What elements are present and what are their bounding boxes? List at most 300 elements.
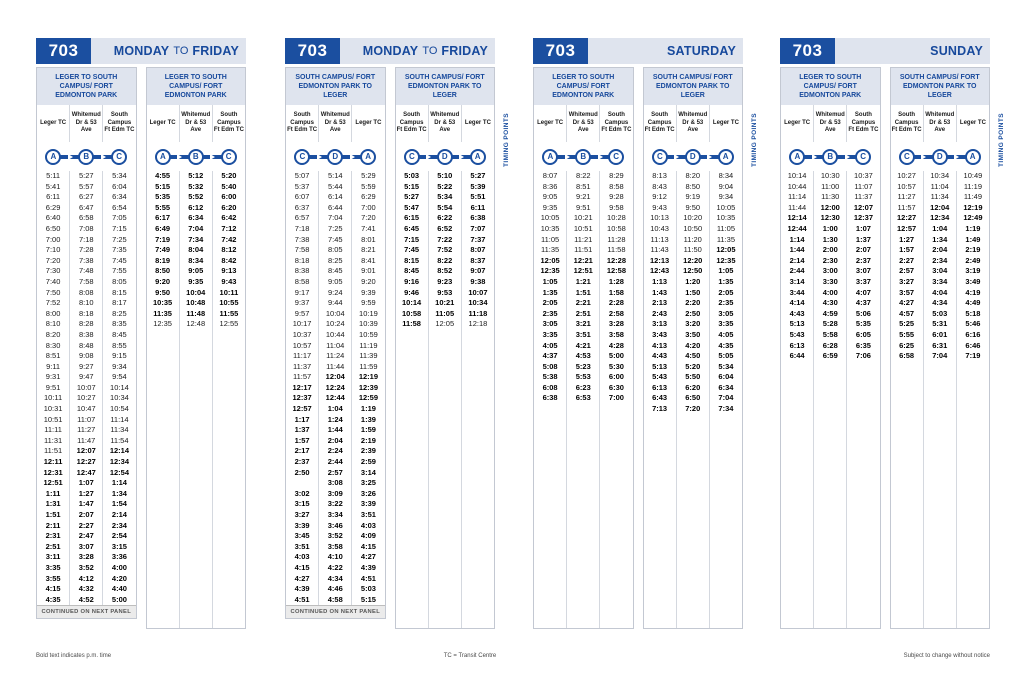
- time-cell: 8:20: [685, 171, 701, 180]
- time-cell: 12:37: [292, 393, 312, 403]
- time-cell: 10:58: [401, 308, 422, 318]
- timing-point-badge: C: [404, 149, 420, 165]
- subpanel-row: [285, 67, 495, 629]
- time-cell: 11:51: [43, 446, 63, 456]
- time-cell: 1:07: [78, 478, 94, 488]
- time-column: [709, 171, 742, 628]
- time-cell: 4:50: [685, 351, 701, 361]
- time-cell: 9:34: [112, 361, 127, 371]
- stop-name: Whitemud Dr & 53 Ave: [676, 105, 709, 142]
- time-cell: 6:27: [78, 192, 94, 202]
- times-grid: [644, 171, 743, 628]
- time-cell: 7:00: [608, 393, 624, 403]
- time-cell: 4:15: [45, 584, 61, 594]
- time-cell: 10:37: [854, 171, 873, 180]
- time-cell: 6:57: [294, 213, 310, 223]
- time-cell: 11:57: [292, 372, 312, 382]
- time-cell: 8:15: [112, 287, 127, 297]
- time-cell: 7:37: [470, 234, 486, 244]
- time-cell: 9:35: [188, 276, 204, 286]
- time-cell: 6:08: [542, 382, 558, 392]
- time-cell: 5:03: [404, 171, 420, 180]
- timetable-subpanel: [780, 67, 881, 629]
- time-cell: 3:28: [78, 552, 94, 562]
- time-cell: 2:54: [111, 531, 127, 541]
- time-cell: 6:13: [652, 382, 668, 392]
- time-cell: 8:22: [437, 255, 453, 265]
- time-cell: 5:07: [294, 171, 310, 180]
- time-cell: 3:27: [294, 510, 310, 519]
- footnote-tc-legend: TC = Transit Centre: [443, 653, 497, 659]
- subpanel-row: [780, 67, 990, 629]
- time-cell: 5:03: [932, 308, 948, 318]
- time-cell: 3:44: [789, 287, 805, 297]
- time-cell: 7:18: [78, 234, 94, 244]
- time-cell: 7:04: [327, 213, 343, 223]
- time-cell: 12:28: [606, 255, 627, 265]
- time-cell: 6:16: [965, 329, 981, 339]
- time-cell: 5:27: [470, 171, 486, 180]
- time-cell: 11:11: [44, 425, 62, 435]
- time-cell: 5:29: [361, 171, 376, 180]
- time-cell: 12:07: [76, 446, 96, 456]
- time-cell: 1:50: [685, 287, 701, 297]
- stop-name: Whitemud Dr & 53 Ave: [69, 105, 102, 142]
- time-cell: 5:14: [327, 171, 343, 180]
- time-cell: 2:04: [932, 245, 948, 255]
- time-cell: 3:08: [327, 478, 343, 488]
- time-cell: 2:50: [685, 308, 701, 318]
- panel-saturday: [533, 38, 758, 629]
- day-title-word: SUNDAY: [930, 44, 983, 58]
- time-cell: 11:05: [716, 223, 736, 233]
- time-cell: 1:11: [45, 488, 61, 498]
- time-cell: 6:07: [294, 192, 310, 202]
- time-cell: 1:59: [360, 425, 376, 435]
- time-cell: 5:43: [652, 372, 668, 382]
- time-cell: 10:51: [573, 223, 593, 233]
- time-cell: 7:58: [294, 245, 310, 255]
- time-cell: 11:07: [77, 414, 96, 424]
- time-cell: 9:31: [45, 372, 61, 382]
- time-cell: 1:37: [855, 234, 871, 244]
- timetable-subpanel: [533, 67, 634, 629]
- time-cell: 9:43: [652, 202, 667, 212]
- time-cell: 5:35: [155, 192, 171, 202]
- time-cell: 6:49: [155, 223, 171, 233]
- time-column: [923, 171, 956, 628]
- time-cell: 7:35: [112, 245, 127, 255]
- time-cell: 11:17: [292, 351, 312, 361]
- time-cell: 2:17: [294, 446, 310, 456]
- time-cell: 8:48: [78, 340, 94, 350]
- time-cell: 6:15: [404, 213, 420, 223]
- time-cell: 3:22: [327, 499, 343, 509]
- time-cell: 5:34: [112, 171, 127, 180]
- stop-name: Leger TC: [461, 105, 494, 142]
- time-cell: 8:42: [221, 255, 237, 265]
- time-cell: 11:21: [574, 234, 593, 244]
- time-cell: 7:04: [718, 393, 734, 403]
- time-cell: 8:18: [78, 308, 94, 318]
- time-cell: 4:59: [822, 308, 838, 318]
- time-cell: 1:57: [899, 245, 915, 255]
- time-cell: 3:15: [294, 499, 310, 509]
- timing-point-badges: [781, 142, 880, 171]
- time-cell: 3:49: [965, 276, 981, 286]
- time-cell: 12:05: [435, 319, 455, 329]
- time-cell: 11:48: [186, 308, 206, 318]
- time-cell: 2:51: [45, 541, 61, 551]
- time-cell: 11:55: [219, 308, 239, 318]
- time-cell: 2:39: [360, 446, 376, 456]
- direction-title: LEGER TO SOUTH CAMPUS/ FORT EDMONTON PARK: [781, 68, 880, 105]
- time-cell: 11:47: [77, 435, 96, 445]
- time-cell: 2:34: [932, 255, 948, 265]
- time-cell: 2:57: [327, 467, 343, 477]
- time-cell: 2:24: [327, 446, 343, 456]
- time-cell: 2:21: [575, 298, 591, 308]
- time-cell: 6:42: [221, 213, 237, 223]
- time-cell: 5:20: [221, 171, 237, 180]
- time-cell: 9:07: [470, 266, 486, 276]
- time-cell: 10:30: [820, 171, 840, 180]
- timing-point-badges: [534, 142, 633, 171]
- time-cell: 2:27: [78, 520, 94, 530]
- time-cell: 12:34: [109, 457, 130, 467]
- time-cell: 6:52: [437, 223, 453, 233]
- time-cell: 2:35: [718, 298, 734, 308]
- time-cell: 12:24: [325, 382, 345, 392]
- arrow-right-icon: [68, 154, 73, 160]
- time-cell: 3:02: [294, 488, 310, 498]
- stop-name: South Campus Ft Edm TC: [287, 112, 318, 134]
- stop-name: South Campus Ft Edm TC: [599, 105, 632, 142]
- stop-name: Whitemud Dr & 53 Ave: [179, 105, 212, 142]
- time-cell: 3:15: [111, 541, 127, 551]
- timetable-subpanel: [285, 67, 386, 619]
- timing-points-label: TIMING POINTS: [998, 113, 1005, 167]
- time-cell: 5:10: [437, 171, 453, 180]
- time-column: [676, 171, 709, 628]
- time-cell: 5:08: [542, 361, 558, 371]
- time-cell: 4:34: [932, 298, 948, 308]
- time-cell: 9:39: [361, 287, 376, 297]
- times-grid: [396, 171, 495, 628]
- time-cell: 10:27: [76, 393, 96, 403]
- time-cell: 10:35: [716, 213, 736, 223]
- time-column: [212, 171, 245, 628]
- time-cell: 4:35: [718, 340, 734, 350]
- time-cell: 7:20: [361, 213, 376, 223]
- day-title: [667, 38, 736, 64]
- time-cell: 3:00: [822, 266, 838, 276]
- time-cell: 10:13: [650, 213, 669, 223]
- time-cell: 8:12: [221, 245, 237, 255]
- time-cell: 9:11: [46, 361, 61, 371]
- time-cell: 6:44: [327, 202, 343, 212]
- time-cell: 10:24: [325, 319, 345, 329]
- time-cell: 7:28: [78, 245, 94, 255]
- time-cell: 3:25: [360, 478, 376, 488]
- time-cell: 2:07: [78, 510, 94, 519]
- time-cell: 2:28: [608, 298, 624, 308]
- time-cell: 5:32: [188, 181, 204, 191]
- time-cell: 6:23: [575, 382, 591, 392]
- time-cell: 5:52: [188, 192, 204, 202]
- timing-point-badge: A: [470, 149, 486, 165]
- stop-name: Whitemud Dr & 53 Ave: [428, 105, 461, 142]
- time-cell: 10:19: [359, 308, 378, 318]
- time-cell: 3:43: [652, 329, 668, 339]
- time-cell: 12:04: [930, 202, 950, 212]
- time-cell: 12:14: [787, 213, 807, 223]
- time-cell: 8:22: [575, 171, 591, 180]
- time-cell: 10:35: [152, 298, 173, 308]
- timetable-subpanel: [36, 67, 137, 619]
- arrow-right-icon: [177, 154, 182, 160]
- time-cell: 8:51: [575, 181, 591, 191]
- stop-name: Whitemud Dr & 53 Ave: [813, 105, 846, 142]
- time-cell: 8:52: [437, 266, 453, 276]
- time-cell: 12:50: [683, 266, 703, 276]
- time-cell: 1:14: [789, 234, 805, 244]
- time-cell: 8:34: [188, 255, 204, 265]
- time-cell: 4:32: [78, 584, 94, 594]
- time-cell: 6:04: [112, 181, 127, 191]
- time-cell: 8:01: [361, 234, 376, 244]
- time-cell: 4:27: [360, 552, 376, 562]
- time-cell: 10:48: [186, 298, 206, 308]
- time-cell: 7:48: [78, 266, 94, 276]
- time-cell: 11:24: [326, 351, 345, 361]
- time-cell: 6:05: [855, 329, 871, 339]
- time-cell: 12:19: [358, 372, 379, 382]
- time-cell: 1:13: [652, 276, 668, 286]
- timing-point-badges: [37, 142, 136, 171]
- time-cell: 12:00: [820, 202, 840, 212]
- time-cell: 4:40: [111, 584, 127, 594]
- time-cell: 10:57: [897, 181, 916, 191]
- time-cell: 7:58: [78, 276, 94, 286]
- time-cell: 4:20: [111, 573, 127, 583]
- time-cell: 1:19: [360, 404, 376, 414]
- time-cell: 6:29: [45, 202, 61, 212]
- time-cell: 11:37: [292, 361, 312, 371]
- time-cell: 6:47: [78, 202, 94, 212]
- time-cell: 5:13: [789, 319, 805, 329]
- time-cell: 12:05: [716, 245, 736, 255]
- time-cell: 6:58: [899, 351, 915, 361]
- time-cell: 1:34: [932, 234, 948, 244]
- time-cell: 6:37: [294, 202, 310, 212]
- arrow-right-icon: [210, 154, 215, 160]
- time-cell: 1:44: [327, 425, 343, 435]
- time-cell: 6:45: [404, 223, 420, 233]
- time-cell: 7:34: [718, 404, 734, 414]
- timetable-subpanel: [146, 67, 247, 629]
- time-cell: 9:51: [575, 202, 591, 212]
- time-cell: 2:35: [542, 308, 558, 318]
- time-cell: 11:49: [963, 192, 983, 202]
- timing-point-badge: D: [437, 149, 453, 165]
- time-cell: 5:00: [608, 351, 624, 361]
- time-cell: 2:59: [360, 457, 376, 467]
- time-cell: 10:44: [325, 329, 345, 339]
- time-cell: 7:13: [652, 404, 668, 414]
- time-cell: 6:53: [575, 393, 591, 403]
- time-cell: 8:58: [294, 276, 310, 286]
- time-cell: 1:58: [608, 287, 624, 297]
- time-cell: 5:53: [575, 372, 591, 382]
- time-cell: 8:21: [361, 245, 376, 255]
- timing-point-badge: B: [188, 149, 204, 165]
- time-column: [846, 171, 879, 628]
- time-cell: 5:25: [899, 319, 915, 329]
- time-cell: 10:55: [219, 298, 239, 308]
- time-cell: 4:03: [294, 552, 310, 562]
- time-cell: 8:00: [45, 308, 61, 318]
- time-cell: 3:28: [608, 319, 624, 329]
- direction-title: LEGER TO SOUTH CAMPUS/ FORT EDMONTON PARK: [147, 68, 246, 105]
- panel-sunday: [780, 38, 1005, 629]
- timing-point-badge: A: [155, 149, 171, 165]
- times-grid: [534, 171, 633, 628]
- time-cell: 2:34: [111, 520, 127, 530]
- stop-name: Leger TC: [956, 105, 989, 142]
- stop-headers: [644, 105, 743, 142]
- time-cell: 12:35: [540, 266, 560, 276]
- direction-title: LEGER TO SOUTH CAMPUS/ FORT EDMONTON PARK: [37, 68, 136, 105]
- time-cell: 7:12: [221, 223, 237, 233]
- time-cell: 12:05: [540, 255, 560, 265]
- time-cell: 3:19: [965, 266, 981, 276]
- arrow-right-icon: [674, 154, 679, 160]
- time-cell: 11:57: [897, 202, 916, 212]
- time-cell: 9:27: [78, 361, 94, 371]
- time-cell: 2:49: [965, 255, 981, 265]
- route-number-badge: 703: [285, 38, 340, 64]
- time-cell: 11:28: [607, 234, 626, 244]
- time-cell: 5:12: [188, 171, 204, 180]
- stop-name: Leger TC: [537, 119, 564, 126]
- time-cell: 7:45: [327, 234, 343, 244]
- time-cell: 9:35: [542, 202, 558, 212]
- time-cell: 1:17: [294, 414, 310, 424]
- time-cell: 12:58: [606, 266, 627, 276]
- timing-point-badge: D: [932, 149, 948, 165]
- time-cell: 6:00: [221, 192, 237, 202]
- time-cell: 11:51: [574, 245, 593, 255]
- time-cell: 4:46: [327, 584, 343, 594]
- timing-point-badge: A: [718, 149, 734, 165]
- time-cell: 5:15: [360, 594, 376, 604]
- time-cell: 3:04: [932, 266, 948, 276]
- time-cell: 5:44: [327, 181, 343, 191]
- time-cell: 10:11: [219, 287, 239, 297]
- time-cell: 3:34: [932, 276, 948, 286]
- timing-points-label: TIMING POINTS: [503, 113, 510, 167]
- stop-name: Whitemud Dr & 53 Ave: [923, 105, 956, 142]
- time-cell: 12:55: [219, 319, 239, 329]
- timing-point-badge: B: [822, 149, 838, 165]
- time-cell: 10:34: [110, 393, 129, 403]
- time-cell: 4:43: [652, 351, 668, 361]
- time-cell: 9:53: [437, 287, 453, 297]
- time-cell: 11:14: [787, 192, 807, 202]
- time-cell: 11:39: [359, 351, 378, 361]
- time-cell: 12:59: [358, 393, 379, 403]
- time-column: [461, 171, 494, 628]
- subpanel-row: [533, 67, 743, 629]
- time-cell: 7:07: [470, 223, 486, 233]
- time-cell: 11:34: [930, 192, 949, 202]
- time-cell: 8:07: [542, 171, 558, 180]
- time-cell: 12:04: [325, 372, 345, 382]
- time-cell: 5:55: [899, 329, 915, 339]
- time-cell: 6:31: [932, 340, 948, 350]
- time-cell: 12:35: [153, 319, 172, 329]
- times-grid: [147, 171, 246, 628]
- time-cell: 12:17: [292, 382, 312, 392]
- time-cell: 3:09: [327, 488, 343, 498]
- time-cell: 11:31: [43, 435, 63, 445]
- time-cell: 4:13: [652, 340, 668, 350]
- time-cell: 11:50: [683, 245, 702, 255]
- time-cell: 7:00: [45, 234, 61, 244]
- time-cell: 9:54: [112, 372, 127, 382]
- timing-points-label: TIMING POINTS: [751, 113, 758, 167]
- time-cell: 3:05: [718, 308, 734, 318]
- time-cell: 7:15: [112, 223, 127, 233]
- route-number-badge: 703: [533, 38, 588, 64]
- stop-name: South Campus Ft Edm TC: [212, 105, 245, 142]
- time-cell: 10:14: [787, 171, 807, 180]
- time-cell: 12:54: [109, 467, 130, 477]
- time-column: [428, 171, 461, 628]
- time-cell: 1:39: [360, 414, 376, 424]
- time-cell: 4:03: [360, 520, 376, 530]
- time-cell: 3:11: [45, 552, 61, 562]
- time-cell: 12:44: [325, 393, 345, 403]
- time-cell: 11:35: [153, 308, 172, 318]
- times-grid: [37, 171, 136, 605]
- time-cell: 8:45: [327, 266, 343, 276]
- time-cell: 5:43: [789, 329, 805, 339]
- time-cell: 7:55: [112, 266, 127, 276]
- time-cell: 4:49: [965, 298, 981, 308]
- footnote-bold-pm: Bold text indicates p.m. time: [36, 653, 112, 659]
- time-cell: 9:50: [685, 202, 701, 212]
- time-cell: 7:30: [45, 266, 61, 276]
- time-cell: 5:06: [855, 308, 871, 318]
- time-cell: 6:25: [899, 340, 915, 350]
- time-cell: 7:05: [112, 213, 127, 223]
- arrow-right-icon: [565, 154, 570, 160]
- timing-point-badge: C: [294, 149, 310, 165]
- time-cell: 12:14: [109, 446, 130, 456]
- time-cell: 8:05: [327, 245, 343, 255]
- time-cell: 9:04: [718, 181, 734, 191]
- panel-header-band: [780, 38, 990, 64]
- time-cell: 9:50: [155, 287, 171, 297]
- time-cell: 12:27: [76, 457, 96, 467]
- time-cell: 6:20: [685, 382, 701, 392]
- time-cell: 8:10: [78, 298, 94, 308]
- time-cell: 5:51: [470, 192, 486, 202]
- time-cell: 7:52: [437, 245, 453, 255]
- day-title-word: SATURDAY: [667, 44, 736, 58]
